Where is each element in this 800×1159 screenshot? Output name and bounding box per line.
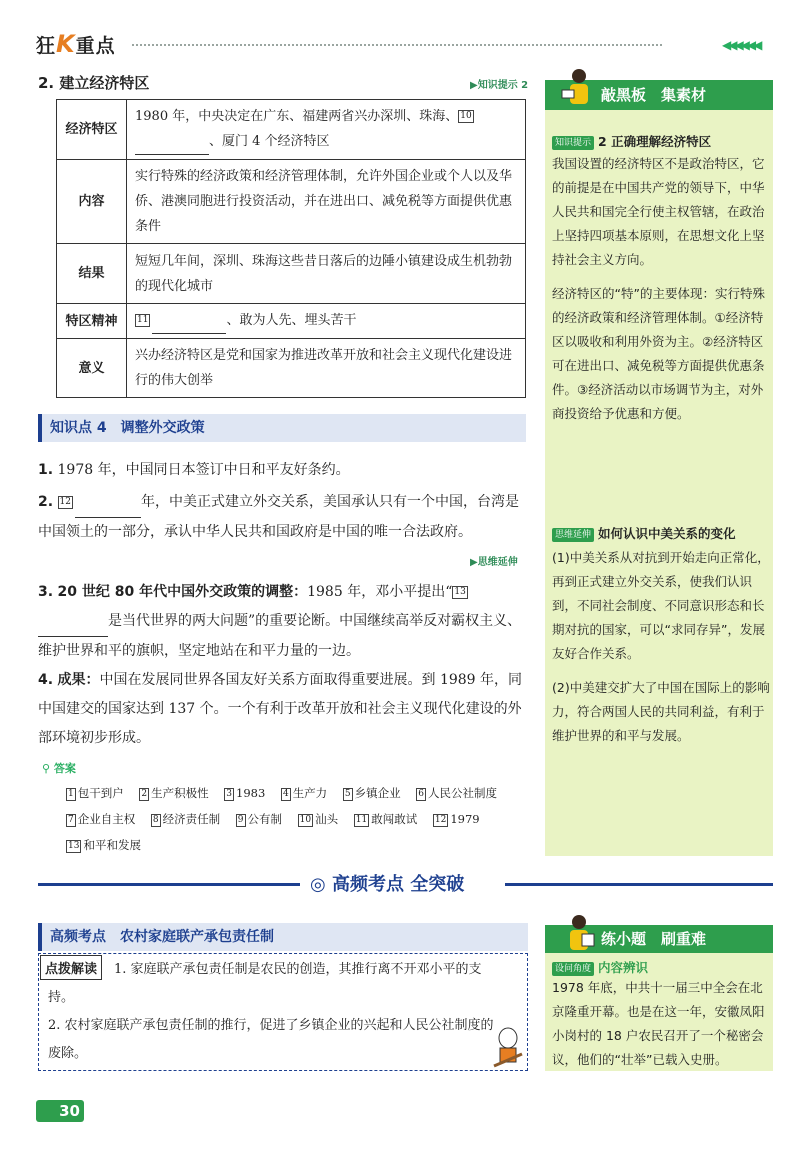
sidebar-paragraph: 1978 年底，中共十一届三中全会在北京隆重开幕。也是在这一年，安徽凤阳小岗村的 18 户农民召开了一个秘密会议，他们的“壮举”已载入史册。 — [552, 980, 765, 1067]
sidebar-paragraph: 我国设置的经济特区不是政治特区，它的前提是在中国共产党的领导下，中华人民共和国完全行使主权管辖，在政治上坚持四项基本原则，在思想文化上坚持社会主义方向。 — [552, 156, 765, 267]
row-value: 1980 年，中央决定在广东、福建两省兴办深圳、珠海、 10 、厦门 4 个经济特区 — [127, 100, 526, 160]
sidebar-paragraph: (2)中美建交扩大了中国在国际上的影响力，符合两国人民的共同利益，有利于维护世界的和平与发展。 — [552, 680, 770, 743]
tips-label: 点拨解读 — [40, 955, 102, 980]
answer-list — [66, 780, 536, 858]
sidebar-header: 练小题 刷重难 — [545, 925, 773, 953]
row-key: 结果 — [57, 244, 127, 304]
row-value: 兴办经济特区是党和国家为推进改革开放和社会主义现代化建设进行的伟大创举 — [127, 339, 526, 398]
thinking-extension-tag: ▶思维延伸 — [470, 557, 518, 568]
answer-item: 1 包干到户 — [68, 786, 124, 800]
answer-item: 11 敢闯敢试 — [355, 812, 418, 826]
divider-line — [38, 883, 300, 886]
knowledge-hint-tag: ▶知识提示 2 — [470, 80, 529, 91]
header-arrows-icon: ◀◀◀◀◀◀ — [722, 38, 760, 52]
row-key: 特区精神 — [57, 304, 127, 339]
row-key: 经济特区 — [57, 100, 127, 160]
key-icon: ⚲ — [42, 762, 51, 775]
table-row — [57, 304, 526, 339]
student-figure-icon — [560, 912, 598, 956]
answer-item: 6 人民公社制度 — [418, 786, 497, 800]
row-value: 短短几年间，深圳、珠海这些昔日落后的边陲小镇建设成生机勃勃的现代化城市 — [127, 244, 526, 304]
section-title: 2. 建立经济特区 — [38, 74, 150, 92]
answer-item: 2 生产积极性 — [141, 786, 209, 800]
answer-item: 9 公有制 — [237, 812, 283, 826]
answer-item: 5 乡镇企业 — [344, 786, 401, 800]
table-row — [57, 100, 526, 160]
row-key: 意义 — [57, 339, 127, 398]
header-dotted-rule — [132, 44, 662, 46]
table-row — [57, 339, 526, 398]
answer-item: 3 1983 — [226, 786, 266, 800]
sidebar-block-title: 思维延伸 如何认识中美关系的变化 — [552, 522, 770, 546]
answer-item: 4 生产力 — [282, 786, 328, 800]
swirl-icon: ◎ — [310, 874, 326, 895]
answer-item: 12 1979 — [434, 812, 480, 826]
tips-text: 1. 家庭联产承包责任制是农民的创造，其推行离不开邓小平的支持。 2. 农村家庭联产承包责任制的推行，促进了乡镇企业的兴起和人民公社制度的废除。 — [48, 962, 494, 1061]
sidebar-paragraph: (1)中美关系从对抗到开始走向正常化，再到正式建立外交关系，使我们认识到，不同社会制度、不同意识形态和长期对抗的国家，可以“求同存异”，发展友好合作关系。 — [552, 550, 770, 661]
cartoon-figure-icon — [488, 1024, 528, 1068]
row-value: 实行特殊的经济政策和经济管理体制，允许外国企业或个人以及华侨、港澳同胞进行投资活动，并在进出口、减免税等方面提供优惠条件 — [127, 160, 526, 244]
page-number: 30 — [36, 1100, 84, 1122]
table-row — [57, 244, 526, 304]
list-item: 3. 20 世纪 80 年代中国外交政策的调整：1985 年，邓小平提出“ 13 是当代世界的两大问题”的重要论断。中国继续高举反对霸权主义、维护世界和平的旗帜，坚定地站在和平力量的一边。 — [38, 584, 522, 659]
divider-line — [505, 883, 773, 886]
row-key: 内容 — [57, 160, 127, 244]
answer-item: 13 和平和发展 — [68, 838, 141, 852]
knowledge-point-header: 知识点 4 调整外交政策 — [38, 414, 526, 442]
list-item: 4. 成果：中国在发展同世界各国友好关系方面取得重要进展。到 1989 年，同中国建交的国家达到 137 个。一个有利于改革开放和社会主义现代化建设的外部环境初步形成。 — [38, 672, 523, 746]
economic-zone-table — [56, 99, 526, 398]
sidebar-block-title: 知识提示 2 正确理解经济特区 — [552, 130, 770, 154]
row-value: 11 、敢为人先、埋头苦干 — [127, 304, 526, 339]
brand-logo: 狂K重点 — [36, 30, 116, 58]
sidebar-header: 敲黑板 集素材 — [545, 80, 773, 110]
sidebar-block-title: 设问角度 内容辨识 — [552, 956, 770, 980]
divider-title: ◎ 高频考点 全突破 — [310, 874, 465, 895]
high-frequency-header: 高频考点 农村家庭联产承包责任制 — [38, 923, 528, 951]
sidebar-paragraph: 经济特区的“特”的主要体现：实行特殊的经济政策和经济管理体制。①经济特区以吸收和利用外资为主。②经济特区可在进出口、减免税等方面提供优惠条件。③经济活动以市场调节为主，对外商投资给予优惠和方便。 — [552, 286, 765, 421]
answer-item: 10 汕头 — [299, 812, 339, 826]
list-item: 2. 12 年，中美正式建立外交关系，美国承认只有一个中国，台湾是中国领土的一部分，承认中华人民共和国政府是中国的唯一合法政府。 — [38, 488, 526, 547]
answer-item: 7 企业自主权 — [68, 812, 136, 826]
teacher-figure-icon — [560, 66, 598, 110]
answer-item: 8 经济责任制 — [152, 812, 221, 826]
list-item: 1. 1978 年，中国同日本签订中日和平友好条约。 — [38, 462, 350, 478]
answer-label: ⚲ 答案 — [42, 762, 76, 775]
table-row — [57, 160, 526, 244]
